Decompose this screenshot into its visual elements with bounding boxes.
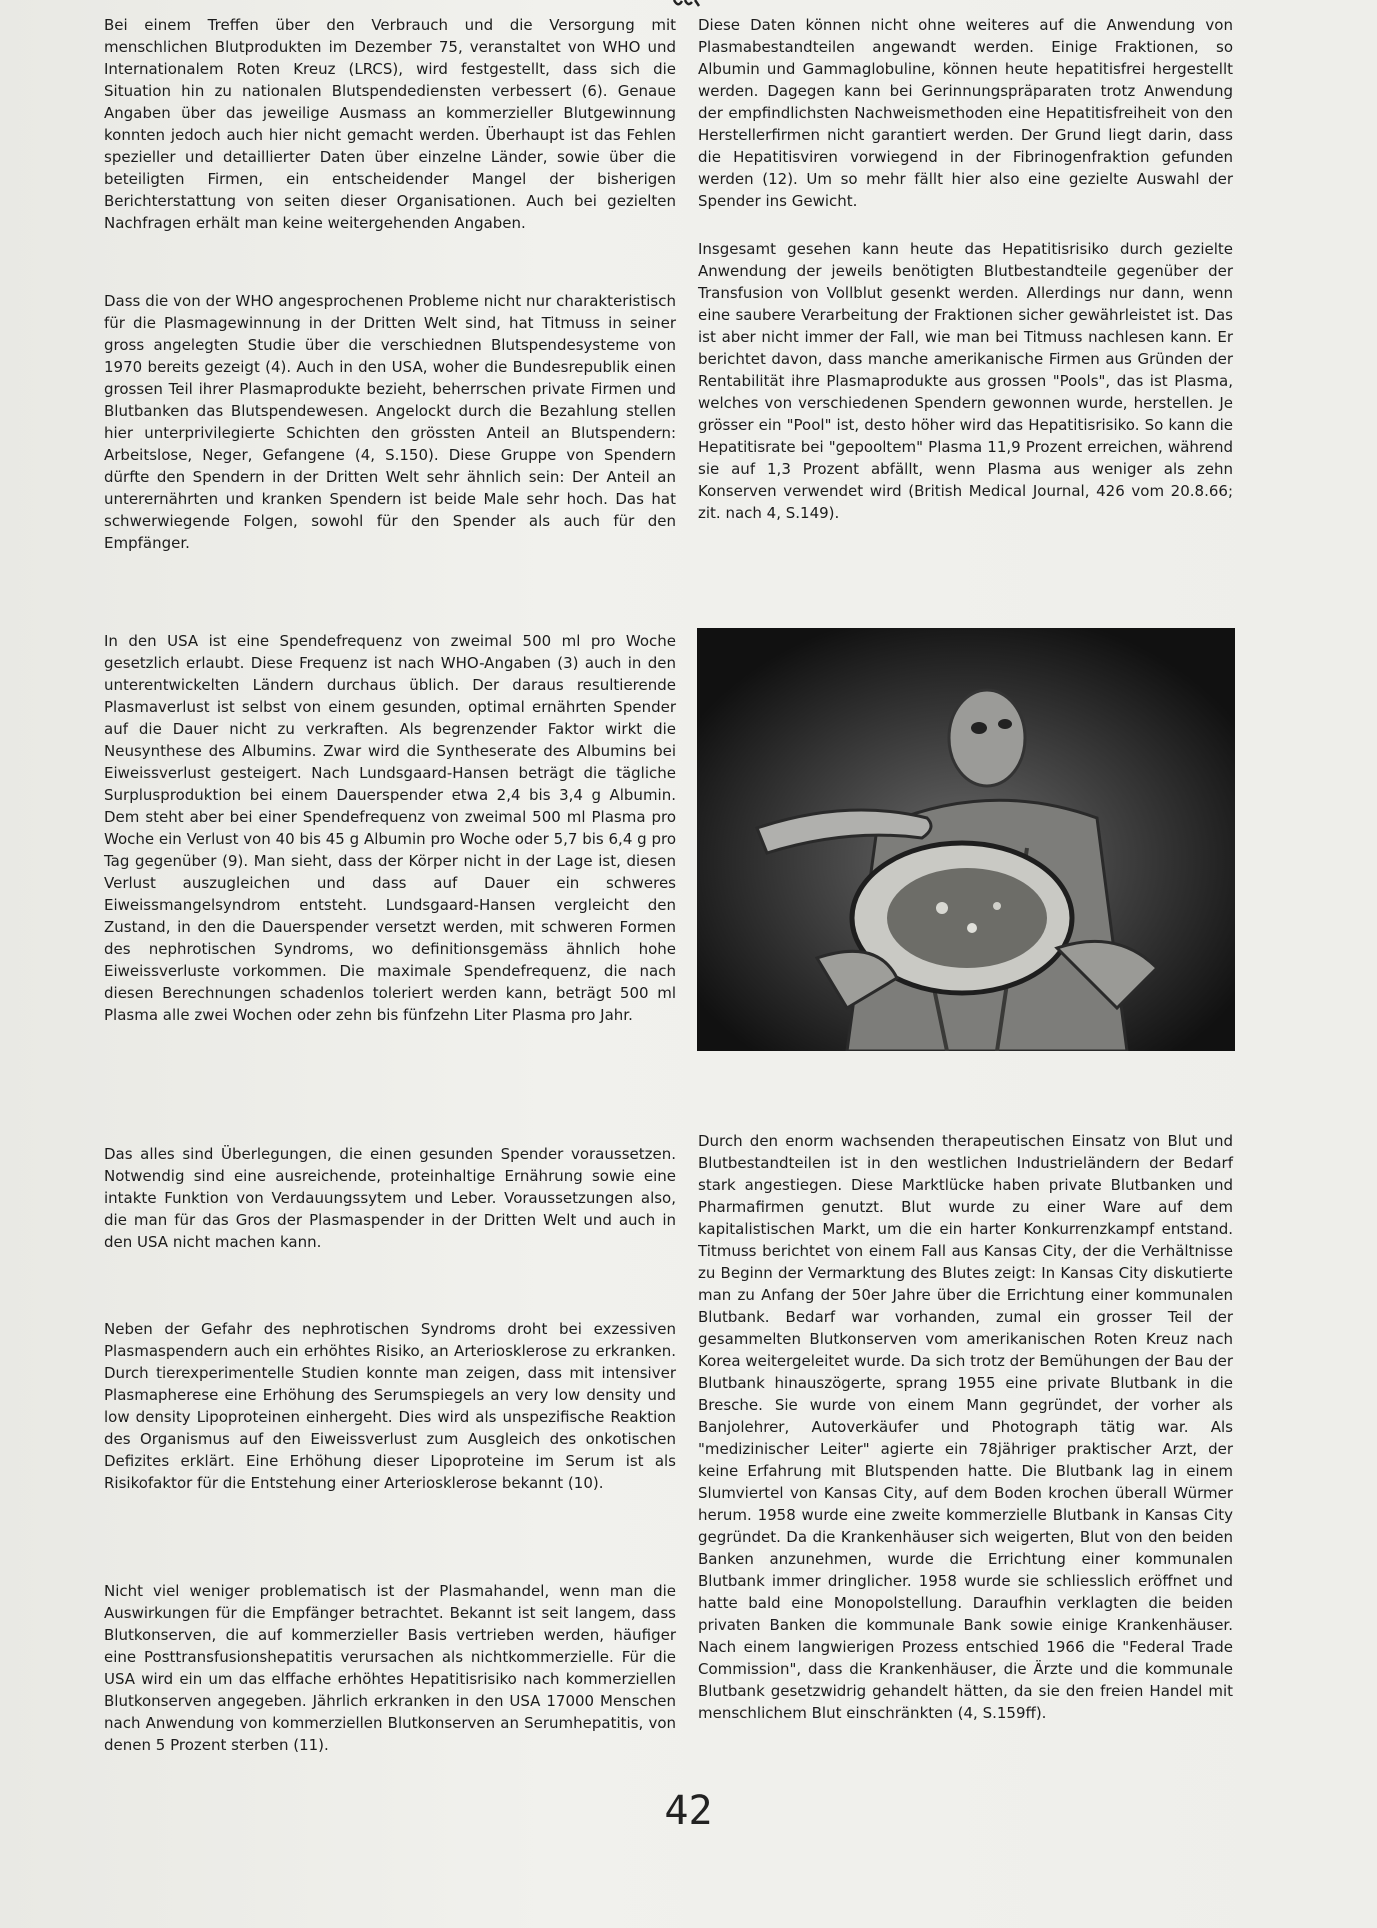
paragraph-kansas-city-blood-bank: Durch den enorm wachsenden therapeutischen Einsatz von Blut und Blutbestandteilen ist in den westlichen Industrieländern der Bedarf stark angestiegen. Diese Marktlücke haben private Blutbanken und Pharmafirmen genutzt. Blut wurde zu einer Ware auf dem kapitalistischen Markt, um die ein harter Konkurrenzkampf entstand. Titmuss berichtet von einem Fall aus Kansas City, der die Verhältnisse zu Beginn der Vermarktung des Blutes zeigt: In Kansas City diskutierte man zu Anfang der 50er Jahre über die Errichtung einer kommunalen Blutbank. Bedarf war vorhanden, zumal ein grosser Teil der gesammelten Blutkonserven vom amerikanischen Roten Kreuz nach Korea weitergeleitet wurde. Da sich trotz der Bemühungen der Bau der Blutbank hinauszögerte, sprang 1955 eine private Blutbank in die Bresche. Sie wurde von einem Mann gegründet, der vorher als Banjolehrer, Autoverkäufer und Photograph tätig war. Als "medizinischer Leiter" agierte ein 78jähriger praktischer Arzt, der keine Erfahrung mit Blutspenden hatte. Die Blutbank lag in einem Slumviertel von Kansas City, auf dem Boden krochen überall Würmer herum. 1958 wurde eine zweite kommerzielle Blutbank in Kansas City gegründet. Da die Krankenhäuser sich weigerten, Blut von den beiden Banken anzunehmen, wurde die Errichtung einer kommunalen Blutbank immer dringlicher. 1958 wurde sie schliesslich eröffnet und hatte bald eine Monopolstellung. Daraufhin verklagten die beiden privaten Banken die kommunale Bank sowie einige Krankenhäuser. Nach einem langwierigen Prozess entschied 1966 die "Federal Trade Commission", dass die Krankenhäuser, die Ärzte und die kommunale Blutbank gesetzwidrig gehandelt hätten, da sie den freien Handel mit menschlichem Blut einschränkten (4, S.159ff). bbox=[698, 1132, 1233, 1722]
paragraph-pooled-plasma: Insgesamt gesehen kann heute das Hepatitisrisiko durch gezielte Anwendung der jeweils benötigten Blutbestandteile gegenüber der Transfusion von Vollblut gesenkt werden. Allerdings nur dann, wenn eine saubere Verarbeitung der Fraktionen sicher gewährleistet ist. Das ist aber nicht immer der Fall, wie man bei Titmuss nachlesen kann. Er berichtet davon, dass manche amerikanische Firmen aus Gründen der Rentabilität ihre Plasmaprodukte aus grossen "Pools", das ist Plasma, welches von verschiedenen Spendern gewonnen wurde, herstellen. Je grösser ein "Pool" ist, desto höher wird das Hepatitisrisiko. So kann die Hepatitisrate bei "gepooltem" Plasma 11,9 Prozent erreichen, während sie auf 1,3 Prozent abfällt, wenn Plasma aus weniger als zehn Konserven verwendet wird (British Medical Journal, 426 vom 20.8.66; zit. nach 4, S.149). bbox=[698, 240, 1233, 522]
paragraph-hepatitis-risk: Nicht viel weniger problematisch ist der Plasmahandel, wenn man die Auswirkungen für die Empfänger betrachtet. Bekannt ist seit langem, dass Blutkonserven, die auf kommerzieller Basis vertrieben werden, häufiger eine Posttransfusionshepatitis verursachen als nichtkommerzielle. Für die USA wird ein um das elffache erhöhtes Hepatitisrisiko nach kommerziellen Blutkonserven angegeben. Jährlich erkranken in den USA 17000 Menschen nach Anwendung von kommerziellen Blutkonserven an Serumhepatitis, von denen 5 Prozent sterben (11). bbox=[104, 1582, 676, 1754]
paragraph-titmuss-study: Dass die von der WHO angesprochenen Probleme nicht nur charakteristisch für die Plasmagewinnung in der Dritten Welt sind, hat Titmuss in seiner gross angelegten Studie über die verschiednen Blutspendesysteme von 1970 bereits gezeigt (4). Auch in den USA, woher die Bundesrepublik einen grossen Teil ihrer Plasmaprodukte bezieht, beherrschen private Firmen und Blutbanken das Blutspendewesen. Angelockt durch die Bezahlung stellen hier unterprivilegierte Schichten den grössten Anteil an Blutspendern: Arbeitslose, Neger, Gefangene (4, S.150). Diese Gruppe von Spendern dürfte den Spendern in der Dritten Welt sehr ähnlich sein: Der Anteil an unterernährten und kranken Spendern ist beide Male sehr hoch. Das hat schwerwiegende Folgen, sowohl für den Spender als auch für den Empfänger. bbox=[104, 292, 676, 552]
page-number: 42 bbox=[664, 1788, 713, 1834]
paragraph-arteriosclerosis: Neben der Gefahr des nephrotischen Syndroms droht bei exzessiven Plasmaspendern auch ein erhöhtes Risiko, an Arteriosklerose zu erkranken. Durch tierexperimentelle Studien konnte man zeigen, dass mit intensiver Plasmapherese eine Erhöhung des Serumspiegels an very low density und low density Lipoproteinen einhergeht. Dies wird als unspezifische Reaktion des Organismus auf den Eiweissverlust zum Ausgleich des onkotischen Defizites erklärt. Eine Erhöhung dieser Lipoproteine im Serum ist als Risikofaktor für die Entstehung einer Arteriosklerose bekannt (10). bbox=[104, 1320, 676, 1492]
paragraph-who-meeting: Bei einem Treffen über den Verbrauch und die Versorgung mit menschlichen Blutprodukten im Dezember 75, veranstaltet von WHO und Internationalem Roten Kreuz (LRCS), wird festgestellt, dass sich die Situation hin zu nationalen Blutspendediensten verbessert (6). Genaue Angaben über das jeweilige Ausmass an kommerzieller Blutgewinnung konnten jedoch auch hier nicht gemacht werden. Überhaupt ist das Fehlen spezieller und detaillierter Daten über einzelne Länder, sowie über die beteiligten Firmen, ein entscheidender Mangel der bisherigen Berichterstattung von seiten dieser Organisationen. Auch bei gezielten Nachfragen erhält man keine weitergehenden Angaben. bbox=[104, 16, 676, 232]
cropped-page-number-mark bbox=[672, 0, 702, 8]
photograph-malnourished-person bbox=[697, 628, 1235, 1051]
paragraph-plasma-fractions: Diese Daten können nicht ohne weiteres auf die Anwendung von Plasmabestandteilen angewandt werden. Einige Fraktionen, so Albumin und Gammaglobuline, können heute hepatitisfrei hergestellt werden. Dagegen kann bei Gerinnungspräparaten trotz Anwendung der empfindlichsten Nachweismethoden eine Hepatitisfreiheit von den Herstellerfirmen nicht garantiert werden. Der Grund liegt darin, dass die Hepatitisviren vorwiegend in der Fibrinogenfraktion gefunden werden (12). Um so mehr fällt hier also eine gezielte Auswahl der Spender ins Gewicht. bbox=[698, 16, 1233, 210]
paragraph-donation-frequency: In den USA ist eine Spendefrequenz von zweimal 500 ml pro Woche gesetzlich erlaubt. Diese Frequenz ist nach WHO-Angaben (3) auch in den unterentwickelten Ländern durchaus üblich. Der daraus resultierende Plasmaverlust ist selbst von einem gesunden, optimal ernährten Spender auf die Dauer nicht zu verkraften. Als begrenzender Faktor wirkt die Neusynthese des Albumins. Zwar wird die Syntheserate des Albumins bei Eiweissverlust gesteigert. Nach Lundsgaard-Hansen beträgt die tägliche Surplusproduktion bei einem Dauerspender etwa 2,4 bis 3,4 g Albumin. Dem steht aber bei einer Spendefrequenz von zweimal 500 ml Plasma pro Woche ein Verlust von 40 bis 45 g Albumin pro Woche oder 5,7 bis 6,4 g pro Tag gegenüber (9). Man sieht, dass der Körper nicht in der Lage ist, diesen Verlust auszugleichen und dass auf Dauer ein schweres Eiweissmangelsyndrom entsteht. Lundsgaard-Hansen vergleicht den Zustand, in den die Dauerspender versetzt werden, mit schweren Formen des nephrotischen Syndroms, wo definitionsgemäss ähnlich hohe Eiweissverluste vorkommen. Die maximale Spendefrequenz, die nach diesen Berechnungen schadenlos toleriert werden kann, beträgt 500 ml Plasma alle zwei Wochen oder zehn bis fünfzehn Liter Plasma pro Jahr. bbox=[104, 632, 676, 1024]
paragraph-healthy-donor: Das alles sind Überlegungen, die einen gesunden Spender voraussetzen. Notwendig sind eine ausreichende, proteinhaltige Ernährung sowie eine intakte Funktion von Verdauungssytem und Leber. Voraussetzungen also, die man für das Gros der Plasmaspender in der Dritten Welt und auch in den USA nicht machen kann. bbox=[104, 1145, 676, 1251]
